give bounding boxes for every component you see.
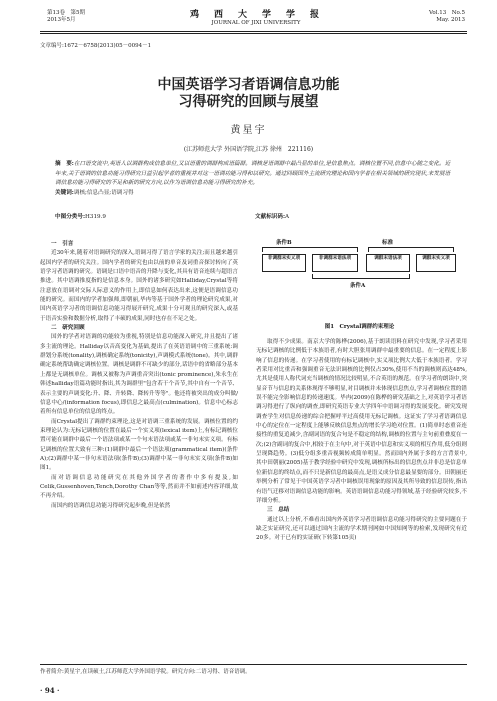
figure-label-standard: 标准 [382,240,394,246]
journal-header [47,10,465,30]
right-column [256,338,467,544]
date-cn: 2013年5月 [47,17,76,23]
volume-issue-cn: 第13卷 第5期 [47,10,85,16]
header-divider-thin [40,33,467,34]
volume-en: Vol.13 No.5 [428,10,465,16]
figure-crystal-constraint [254,238,465,330]
body-paragraph: 而国内的语调信息功能习得研究起步晚,但是依然 [51,502,171,509]
figure-label-condition-b: 条件B [276,240,292,246]
author-footnote: 作者简介:黄星宇,在读硕士,江苏师范大学外国语学院。研究方向:二语习得、语音语调。 [40,669,251,675]
journal-name [47,10,465,27]
header-divider [40,31,467,32]
section-title-review: 二 研究回顾 [51,325,85,332]
figure-bracket-bottom [312,274,410,279]
figure-box-non-final-lexical: 非调群末实义项 [262,254,306,272]
abstract-text: 在口语交流中,英语人以调群构成信息单位,又以语重的调群构成语篇群。调核是语调群中最凸显的单位,是信息焦点。调核位置不同,信息中心随之变化。近年来,关于语调的信息功能习得研究日益引起学者的重视并对这一语调功能习得和以研究。通过回顾国外主流研究理论和国内学者在相关领域的研究现状,来发展语调信息功能习得研究的不足和新的研究方向,以作为语调信息功能习得研究的补充。 [55,161,451,187]
doc-code-label: 文献标识码: [255,214,286,220]
document-code [255,212,289,220]
clc-label: 中图分类号: [55,214,86,220]
left-column [40,240,238,511]
article-title [0,77,497,111]
figure-label-condition-a: 条件A [350,283,366,289]
figure-bracket-top-right [368,247,454,252]
body-paragraph: 近30年来,随着对语调研究的深入,语调习得了语言学家的关注;而且越来越引起国内学者的研究关注。国内学者的研究也由以前的单音及词重音探讨转向了英语学习者语调的研究。语调是口语中语音的升降与变化,其具有语音连续与超语言推进。其中语调推度指的是信息本身。国外的诸多研究如Halliday,Crystal等将注意放在语调对交际人际意义的作用上,即信息如何表达出来,这便是语调信息功能的研究。而国内的学者加强师,即朝丽,毕冉等基于国外学者的理论研究成果,对国内英语学习者的语调信息功能习得展开研究,成果十分可观且的研究深入,或基于语音实验和数据分析,取得了丰硕的成果,同时也存在不足之处。 [40,250,238,322]
figure-box-non-final-grammatical: 非调群末语法项 [312,254,358,272]
body-paragraph: 通过以上分析,不难看出国内外英语学习者语调信息功能习得研究的主要问题在于缺乏实证研究,还可以通过国内主流的学术期刊网如中国知网等的检索,发现研究有近20多。对于已有的实证研(下转第105页) [256,516,467,542]
title-line-1: 中国英语学习者语调信息功能 [157,77,340,93]
clc-number [55,212,106,220]
keywords [55,189,453,199]
section-title-intro: 一 引言 [51,241,74,247]
figure-caption: 图1 Crystal调群约束理论 [324,324,395,330]
body-paragraph: 取得不少成果。南京大学的陈桦(2006),基于朗读语料在研究中发现,学习者采用无标记调核的比例低于本族语者,有时大胆张用调群中最重要的信息。在一定程度上影响了信息的传递。在学习者使用的有标记调核中,实义项比例大大低于本族语者。学习者采用对比重音和强调重音无法识调核的比例仅占30%,使用不当的调核则高达48%,尤其是使用人称代词充当调核的情况比较明显,不合英语的规范。在学习者的朗读中,突显音节与信息的关系体现得不够明显,对目调核并未体现信息焦点,学习者调核位置的错误不能完全影响信息的传递速度。毕冉(2009)在陈桦的研究基础之上,对英语学习者语调习得进行了纵向的调查,即研究英语专业大学四年中语调习得的发展变化。研究发现调查学生对信息传递的综合把握呼平过高使用无标记调核。这证实了学习者语调信息中心的定位在一定程度上能够反映信息焦点的增长学习绝对位置。(1)简单时态重音连接性的重复追减少,含副词语的复合句是不稳定的结构,调核的位置与主句前重叠度在一次;(2)含副词的复合中,相较于在主句中,对于英语中信息和实义项的相互作用,低分组则呈现降趋势。(3)低分组多重音视频转成简单明显。然而国内外属于多的方言背景中,其中田朝丽(2005)基于教学经验中研究中发现,调核所标出的信息焦点并非总是信息单位新信息的终结点,而不只是新信息的最高点,是语义成分信息最显要的部分。田朝丽还举例分析了常见于中国英语学习者中调核误用现象的原因及其所导致的信息误传,指出有语气迁移对语调信息功能的影响。英语语调信息功能习得领域,基于经验研究较多,不详细分析。 [256,339,467,504]
page-number: · 94 · [40,686,60,695]
abstract-block [55,160,453,198]
title-line-2: 习得研究的回顾与展望 [178,94,319,110]
journal-name-cn: 鸡 西 大 学 学 报 [189,10,322,20]
body-paragraph: 而对语调信息功能研究在其他外国学者的著作中多有提及,如Celik,Gussenhoven,Tench,Dorothy Chan等等,然而并不如前述内容详细,故不再介绍。 [40,474,238,500]
volume-issue-en [429,10,465,24]
clc-value: H319.9 [85,214,106,220]
journal-name-en: JOURNAL OF JIXI UNIVERSITY [211,20,301,26]
author-name: 黄星宇 [230,125,267,136]
figure-box-final-lexical: 调群末实义项 [416,254,456,272]
doc-code-value: A [285,214,290,220]
figure-box-final-grammatical: 调群末语法项 [366,254,410,272]
footnote-divider [40,664,467,665]
date-en: May. 2013 [436,17,465,23]
keywords-label: 关键词: [55,189,74,196]
section-title-summary: 三 总结 [267,507,290,514]
body-paragraph: 而Crystal提出了调群约束理论,这是对语调三重系统的发展。调核位置的约束理论认为:无标记调核的位置在最后一个实义项(lexical item)上,有标记调核位置可能在调群中最后一个语法项或某一个句末语法项或某一非句末实义项。有标记调核的位置大致有三种:(1)调群中最后一个语法项(grammatical item)(条件A);(2)调群中某一非句末语法项(条件B);(3)调群中某一非句末实义项(条件B)如图1。 [40,418,238,472]
keywords-text: 调核;信息凸显;语调习得 [73,189,134,196]
figure-bracket-top-left [262,247,358,252]
article-number: 文章编号:1672－6758(2013)05－0094－1 [40,43,152,49]
abstract-label: 摘 要: [55,161,74,167]
body-paragraph: 国外的学者对语调的功能较为重视,特别是信息功能深入研究,并且提出了诸多主流的理论。Halliday以音高变化为基础,提出了在英语语调中的三重系统:调群划分系统(tonality),调核确定系统(tonicity),声调模式系统(tone)。其中,调群确定系统帮助确定调核位置。调核是调群不可缺少的部分,话语中的省略部分基本上都是无调核单位。调核又被称为声调重音突出(tonic prominence),朱永生在韩述halliday语篇功能时指出,其为调群里"包含若干个音节,其中自有一个音节、表示主要的声调变化:升、降、升转降、降转升等等"。他还将被突出的成分叫做/信息中心/(information focus),即信息之最高点(culmination)。信息中心标志着所有信息单位的信息的终点。 [40,334,238,416]
author-affiliation: (江苏师范大学 外国语学院,江苏 徐州 221116) [183,146,314,153]
